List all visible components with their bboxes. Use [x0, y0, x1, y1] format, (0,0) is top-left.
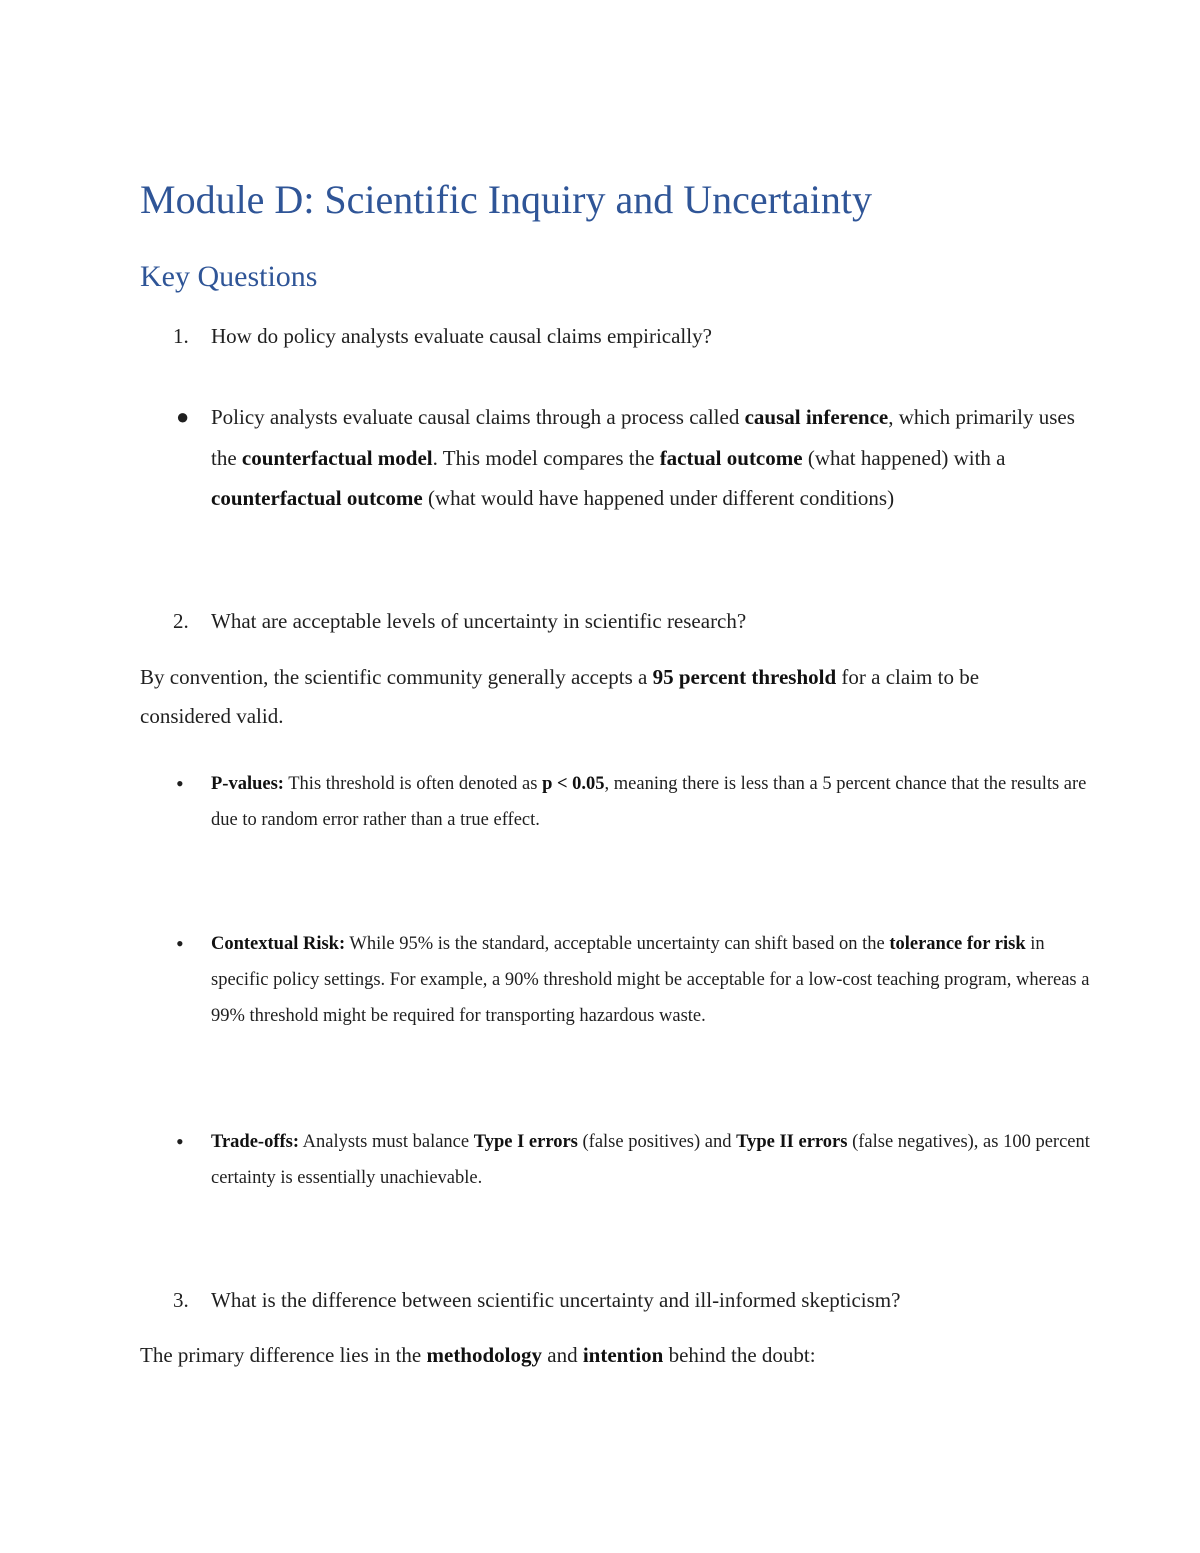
- bullet-icon: •: [176, 931, 184, 956]
- answer-bullet-causal-inference: ● Policy analysts evaluate causal claims through a process called causal inference, which primarily uses the counterfactual model. This model compares the factual outcome (what happened) with a counterfactual outcome (what would have happened under different conditions): [176, 397, 1091, 519]
- question-number: 2.: [173, 609, 189, 633]
- page-title: Module D: Scientific Inquiry and Uncertainty: [140, 177, 873, 222]
- bullet-icon: •: [176, 771, 184, 796]
- bullet-trade-offs: • Trade-offs: Analysts must balance Type I errors (false positives) and Type II errors (false negatives), as 100 percent certainty is essentially unachievable.: [176, 1124, 1101, 1196]
- question-number: 3.: [173, 1288, 189, 1312]
- bullet-icon: ●: [176, 404, 190, 429]
- section-heading: Key Questions: [140, 260, 318, 293]
- paragraph-difference: The primary difference lies in the methodology and intention behind the doubt:: [140, 1343, 816, 1367]
- question-text: What are acceptable levels of uncertainty in scientific research?: [211, 609, 747, 633]
- bullet-icon: •: [176, 1129, 184, 1154]
- paragraph-convention: By convention, the scientific community generally accepts a 95 percent threshold for a claim to be considered valid.: [140, 665, 980, 728]
- bullet-contextual-risk: • Contextual Risk: While 95% is the standard, acceptable uncertainty can shift based on the tolerance for risk in specific policy settings. For example, a 90% threshold might be acceptable for a low-cost teaching program, whereas a 99% threshold might be required for transporting hazardous waste.: [176, 926, 1101, 1034]
- question-text: How do policy analysts evaluate causal claims empirically?: [211, 324, 712, 348]
- question-text: What is the difference between scientific uncertainty and ill-informed skepticism?: [211, 1288, 901, 1312]
- question-number: 1.: [173, 324, 189, 348]
- bullet-p-values: • P-values: This threshold is often denoted as p < 0.05, meaning there is less than a 5 percent chance that the results are due to random error rather than a true effect.: [176, 766, 1101, 838]
- question-2: [173, 606, 1073, 636]
- question-3: [173, 1285, 1073, 1315]
- question-1: [173, 321, 1073, 351]
